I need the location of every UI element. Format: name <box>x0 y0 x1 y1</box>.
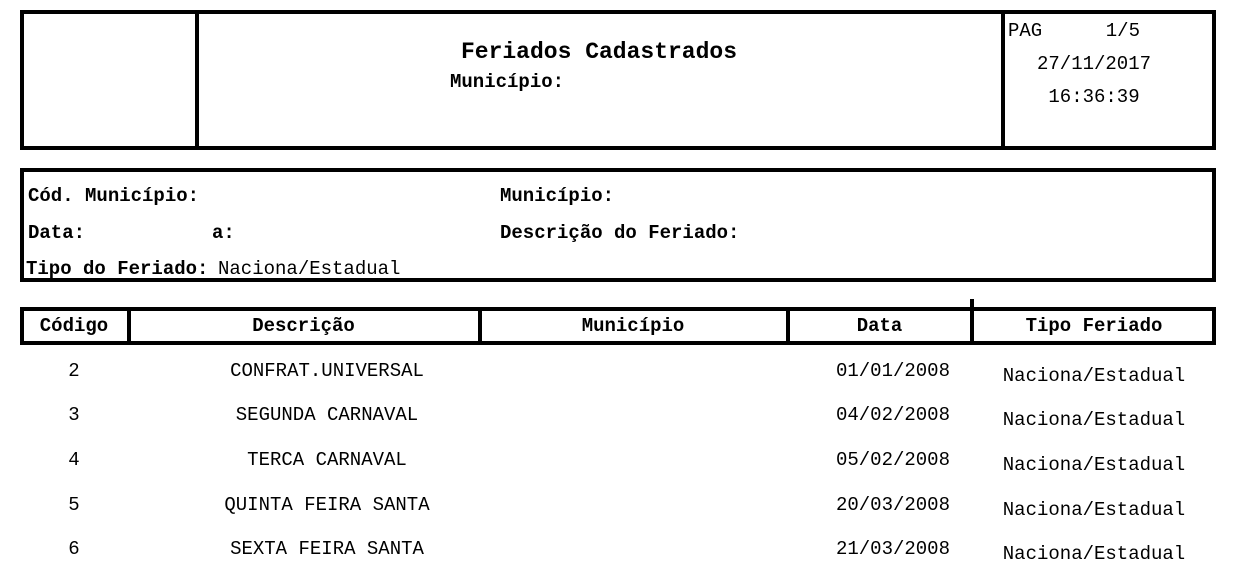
report-time: 16:36:39 <box>1048 86 1140 108</box>
cell-tipo: Naciona/Estadual <box>1002 454 1186 476</box>
page-label: PAG <box>1008 20 1043 42</box>
cell-descricao: TERCA CARNAVAL <box>247 449 407 471</box>
cell-descricao: SEXTA FEIRA SANTA <box>230 538 424 560</box>
col-header-codigo: Código <box>39 315 109 337</box>
cell-data: 01/01/2008 <box>835 360 950 382</box>
cell-descricao: CONFRAT.UNIVERSAL <box>230 360 424 382</box>
page-indicator-row <box>1008 20 1140 42</box>
header-divider-logo <box>195 10 199 150</box>
report-date: 27/11/2017 <box>1036 53 1152 75</box>
filter-municipio-label: Município: <box>500 185 615 207</box>
page-value: 1/5 <box>1105 20 1140 42</box>
cell-tipo: Naciona/Estadual <box>1002 365 1186 387</box>
filter-cod-municipio-label: Cód. Município: <box>28 185 200 207</box>
filter-tipo-feriado-label: Tipo do Feriado: <box>26 258 209 280</box>
filter-data-until-label: a: <box>212 222 235 244</box>
filter-data-label: Data: <box>28 222 86 244</box>
filter-descricao-feriado-label: Descrição do Feriado: <box>500 222 740 244</box>
col-header-municipio: Município <box>581 315 685 337</box>
col-header-data: Data <box>856 315 903 337</box>
cell-codigo: 3 <box>68 404 80 426</box>
cell-codigo: 5 <box>68 494 80 516</box>
cell-codigo: 4 <box>68 449 80 471</box>
cell-data: 21/03/2008 <box>835 538 950 560</box>
filter-tipo-feriado-value: Naciona/Estadual <box>218 258 401 280</box>
cell-data: 04/02/2008 <box>835 404 950 426</box>
cell-tipo: Naciona/Estadual <box>1002 543 1186 561</box>
cell-descricao: SEGUNDA CARNAVAL <box>235 404 419 426</box>
cell-data: 20/03/2008 <box>835 494 950 516</box>
cell-codigo: 2 <box>68 360 80 382</box>
col-header-descricao: Descrição <box>252 315 355 337</box>
col-header-tipo-feriado: Tipo Feriado <box>1025 315 1163 337</box>
cell-codigo: 6 <box>68 538 80 560</box>
logo-placeholder-box <box>24 14 195 146</box>
cell-tipo: Naciona/Estadual <box>1002 409 1186 431</box>
header-municipio-label: Município: <box>450 71 565 93</box>
cell-data: 05/02/2008 <box>835 449 950 471</box>
cell-tipo: Naciona/Estadual <box>1002 499 1186 521</box>
cell-descricao: QUINTA FEIRA SANTA <box>224 494 430 516</box>
report-title: Feriados Cadastrados <box>460 39 738 65</box>
header-divider-page-box <box>1001 10 1005 150</box>
